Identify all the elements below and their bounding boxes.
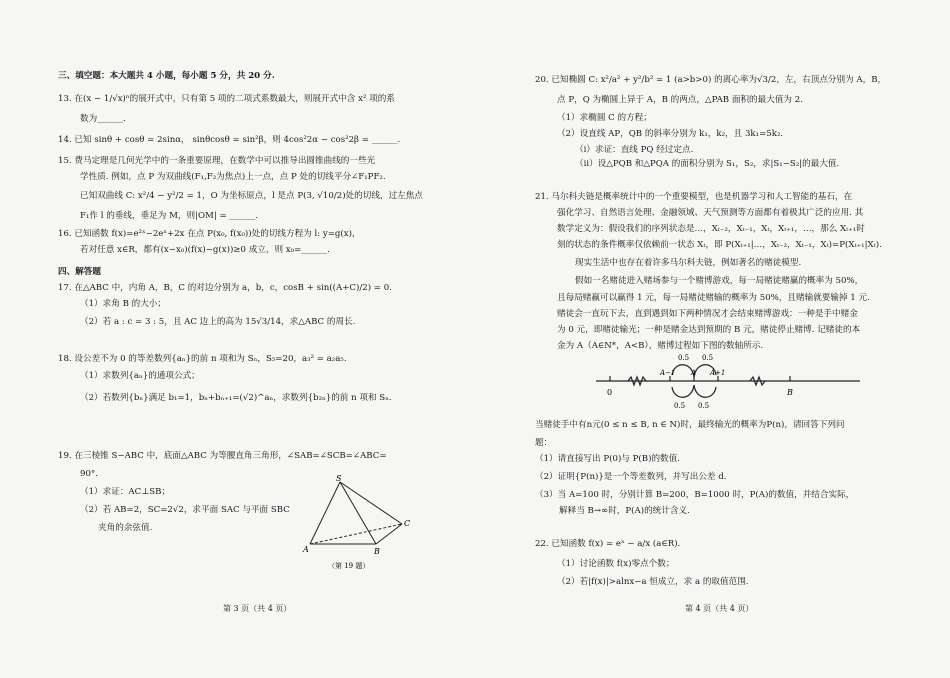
q21-line11: 当赌徒手中有n元(0 ≤ n ≤ B, n ∈ N)时，最终输光的概率为P(n)，请回答下列问: [535, 420, 845, 430]
prob-bot-left: 0.5: [674, 402, 686, 410]
prob-top-right: 0.5: [702, 354, 714, 362]
q19-part2: （2）若 AB=2，SC=2√2，求平面 SAC 与平面 SBC: [80, 505, 290, 515]
label-a: A: [303, 545, 309, 554]
edge-sa: [310, 482, 340, 544]
q19-part2-cont: 夹角的余弦值.: [98, 523, 153, 533]
q19-line1: 19. 在三棱锥 S−ABC 中，底面△ABC 为等腰直角三角形，∠SAB=∠SCB=∠ABC=: [58, 451, 387, 461]
arrow-bot-left: [672, 385, 694, 397]
q21-line1: 21. 马尔科夫链是概率统计中的一个重要模型，也是机器学习和人工智能的基石，在: [535, 192, 853, 202]
label-s: S: [336, 474, 342, 483]
q22-part1: （1）讨论函数 f(x)零点个数；: [557, 559, 675, 569]
q18-line1: 18. 设公差不为 0 的等差数列{aₙ}的前 n 项和为 Sₙ，S₅=20，a₃² = a₂a₅.: [58, 354, 347, 364]
left-footer: 第 3 页（共 4 页）: [223, 604, 292, 613]
q22-part2: （2）若|f(x)|>alnx−a 恒成立，求 a 的取值范围.: [557, 577, 749, 587]
fig19-tetrahedron: [298, 474, 468, 574]
q20-line2: 点 P，Q 为椭圆上异于 A，B 的两点，△PAB 面积的最大值为 2.: [557, 95, 803, 105]
label-c: C: [404, 519, 411, 528]
right-page: [535, 0, 930, 678]
q21-line10: 金为 A（A∈N*，A<B），赌博过程如下图的数轴所示.: [557, 341, 764, 351]
arrow-bot-right: [694, 385, 716, 397]
q19-part1: （1）求证：AC⊥SB；: [80, 487, 171, 497]
q20-line1: 20. 已知椭圆 C: x²/a² + y²/b² = 1 (a>b>0) 的离心率为√3/2，左，右顶点分别为 A，B，: [535, 75, 887, 85]
q17-part2: （2）若 a : c = 3 : 5，且 AC 边上的高为 15√3/14，求△ABC 的周长.: [80, 317, 356, 327]
right-footer: 第 4 页（共 4 页）: [685, 604, 754, 613]
prob-top-left: 0.5: [678, 354, 690, 362]
q13-line1: 13. 在(x − 1/√x)ⁿ的展开式中，只有第 5 项的二项式系数最大，则展开式中含 x² 项的系: [58, 94, 395, 104]
section4-title: 四、解答题: [58, 267, 101, 277]
section3-title: 三、填空题：本大题共 4 小题，每小题 5 分，共 20 分.: [58, 71, 275, 81]
q21-line5: 现实生活中也存在着许多马尔科夫链，例如著名的赌徒模型.: [575, 258, 802, 268]
fig19-caption: （第 19 题）: [328, 562, 370, 570]
q20-part2-ii: （ii）设△PQB 和△PQA 的面积分别为 S₁，S₂，求|S₁−S₂|的最大值.: [575, 159, 840, 169]
q15-line2: 学性质. 例如，点 P 为双曲线(F₁,F₂为焦点)上一点，点 P 处的切线平分∠F₁PF₂.: [80, 172, 386, 182]
q15-line4: F₁作 l 的垂线，垂足为 M，则|OM| = ______.: [80, 211, 258, 221]
q16-line1: 16. 已知函数 f(x)=e²ˣ−2eˣ+2x 在点 P(x₀, f(x₀))处的切线方程为 l: y=g(x)，: [58, 229, 361, 239]
label-b: B: [374, 547, 380, 556]
label-a: A: [691, 369, 697, 377]
q20-part2: （2）设直线 AP，QB 的斜率分别为 k₁，k₂，且 3k₁=5k₂.: [557, 129, 784, 139]
edge-sc: [340, 482, 402, 524]
q20-part2-i: （i）求证：直线 PQ 经过定点.: [575, 145, 694, 155]
q21-line3: 数学定义为：假设我们的序列状态是…，Xₜ₋₂，Xₜ₋₁，Xₜ，Xₜ₊₁，…，那么 Xₜ₊₁时: [557, 224, 865, 234]
q21-line4: 刻的状态的条件概率仅依赖前一状态 Xₜ，即 P(Xₜ₊₁|…，Xₜ₋₂，Xₜ₋₁，Xₜ)=P(Xₜ₊₁|Xₜ).: [557, 240, 882, 250]
q21-line12: 题：: [535, 438, 553, 448]
q21-line6: 假如一名赌徒进入赌场参与一个赌博游戏，每一局赌徒赌赢的概率为 50%，: [575, 276, 864, 286]
q21-part2: （2）证明{P(n)}是一个等差数列，并写出公差 d.: [535, 472, 727, 482]
q21-line9: 为 0 元，即赌徒输光；一种是赌金达到预期的 B 元，赌徒停止赌博. 记赌徒的本: [557, 325, 861, 335]
q22-line1: 22. 已知函数 f(x) = eˣ − a/x (a∈R).: [535, 539, 681, 549]
q18-part1: （1）求数列{aₙ}的通项公式；: [80, 371, 200, 381]
q21-part3-cont: 解释当 B→∞时，P(A)的统计含义.: [559, 506, 690, 516]
q21-line2: 强化学习、自然语言处理、金融领域、天气预测等方面都有着极其广泛的应用. 其: [557, 208, 864, 218]
q20-part1: （1）求椭圆 C 的方程；: [557, 113, 652, 123]
q21-line8: 赌徒会一直玩下去，直到遇到如下两种情况才会结束赌博游戏：一种是手中赌金: [557, 309, 858, 319]
gambler-number-line: [590, 353, 870, 411]
q14-line1: 14. 已知 sinθ + cosθ = 2sinα， sinθcosθ = sin²β，则 4cos²2α − cos²2β = ______.: [58, 135, 401, 145]
q21-part1: （1）请直接写出 P(0)与 P(B)的数值.: [535, 454, 680, 464]
q15-line1: 15. 费马定理是几何光学中的一条重要原理，在数学中可以推导出圆锥曲线的一些光: [58, 156, 376, 166]
q17-part1: （1）求角 B 的大小；: [80, 299, 166, 309]
edge-sb: [340, 482, 376, 544]
q16-line2: 若对任意 x∈R，都有(x−x₀)(f(x)−g(x))≥0 成立，则 x₀=______.: [80, 245, 330, 255]
q19-line2: 90°.: [80, 469, 98, 479]
left-page: [58, 0, 458, 678]
q15-line3: 已知双曲线 C: x²/4 − y²/2 = 1，O 为坐标原点，l 是点 P(3, √10/2)处的切线，过左焦点: [80, 191, 423, 201]
label-a-plus: A+1: [710, 369, 726, 377]
q21-line7: 且每局赌赢可以赢得 1 元，每一局赌徒赌输的概率为 50%，且赌输就要输掉 1 元.: [557, 293, 870, 303]
q17-line1: 17. 在△ABC 中，内角 A，B，C 的对边分别为 a，b，c，cosB + sin((A+C)/2) = 0.: [58, 283, 392, 293]
label-a-minus: A−1: [660, 369, 676, 377]
q13-line2: 数为______.: [80, 114, 126, 124]
q21-part3: （3）当 A=100 时，分别计算 B=200，B=1000 时，P(A)的数值，并结合实际，: [535, 490, 855, 500]
label-b: B: [787, 388, 793, 397]
q18-part2: （2）若数列{bₙ}满足 b₁=1，bₙ+bₙ₊₁=(√2)^aₙ，求数列{b₂ₙ}的前 n 项和 Sₙ.: [80, 393, 392, 403]
prob-bot-right: 0.5: [698, 402, 710, 410]
label-zero: 0: [607, 388, 613, 397]
